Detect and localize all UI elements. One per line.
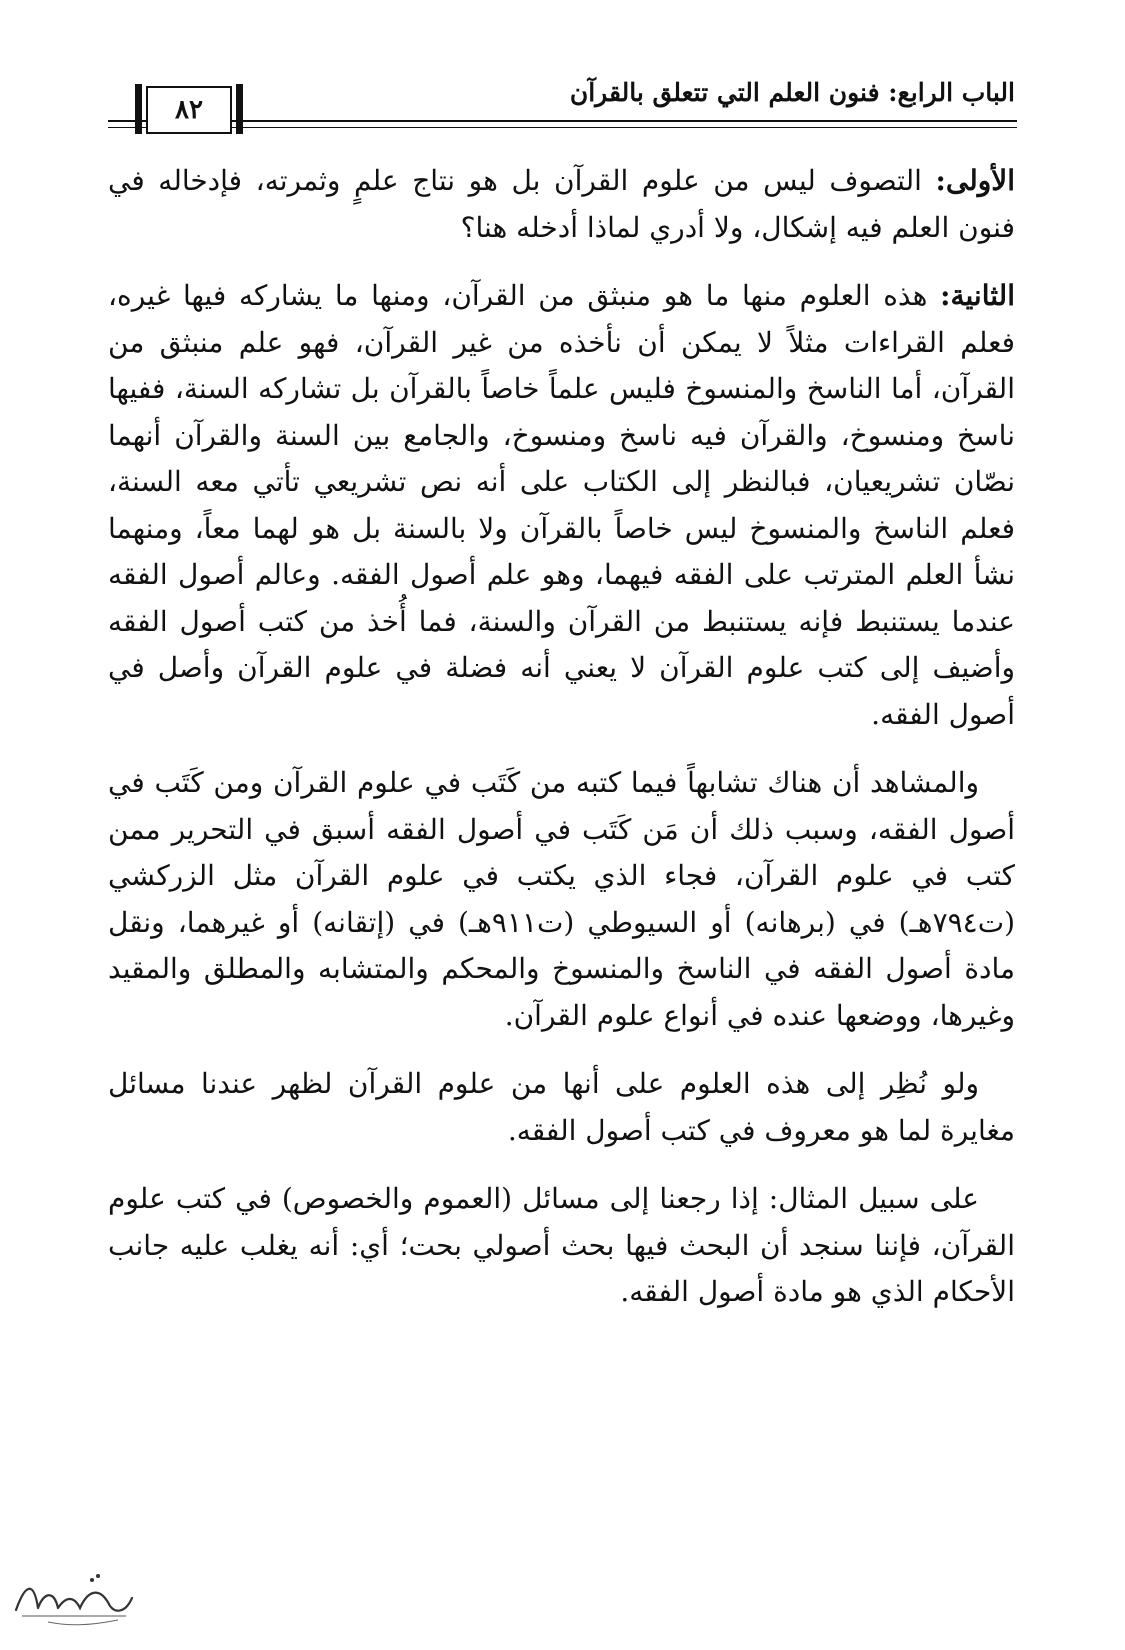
paragraph-lead: الثانية: bbox=[940, 279, 1015, 312]
paragraph-text: التصوف ليس من علوم القرآن بل هو نتاج علمٍ وثمرته، فإدخاله في فنون العلم فيه إشكال، ولا أدري لماذا أدخله هنا؟ bbox=[108, 164, 1015, 244]
paragraph-text: هذه العلوم منها ما هو منبثق من القرآن، ومنها ما يشاركه فيها غيره، فعلم القراءات مثلاً لا يمكن أن نأخذه من غير القرآن، فهو علم منبثق من القرآن، أما الناسخ والمنسوخ فليس علماً خاصاً بالقرآن بل تشاركه السنة، ففيها ناسخ ومنسوخ، والقرآن فيه ناسخ ومنسوخ، والجامع بين السنة والقرآن أنهما نصّان تشريعيان، فبالنظر إلى الكتاب على أنه نص تشريعي تأتي معه السنة، فعلم الناسخ والمنسوخ ليس خاصاً بالقرآن ولا بالسنة بل هو لهما معاً، ومنهما نشأ العلم المترتب على الفقه فيهما، وهو علم أصول الفقه. وعالم أصول الفقه عندما يستنبط فإنه يستنبط من القرآن والسنة، فما أُخذ من كتب أصول الفقه وأضيف إلى كتب علوم القرآن لا يعني أنه فضلة في علوم القرآن وأصل في أصول الفقه. bbox=[108, 279, 1015, 731]
page-number bbox=[146, 86, 232, 134]
paragraph-4 bbox=[108, 1061, 1015, 1154]
paragraph-5 bbox=[108, 1176, 1015, 1316]
header-rule-thick bbox=[108, 120, 1017, 122]
page-body bbox=[108, 158, 1015, 1338]
header-rule-thin bbox=[108, 127, 1017, 128]
paragraph-text: والمشاهد أن هناك تشابهاً فيما كتبه من كَتَب في علوم القرآن ومن كَتَب في أصول الفقه، وسبب ذلك أن مَن كَتَب في أصول الفقه أسبق في التحرير ممن كتب في علوم القرآن، فجاء الذي يكتب في علوم القرآن مثل الزركشي (ت٧٩٤هـ) في (برهانه) أو السيوطي (ت٩١١هـ) في (إتقانه) أو غيرهما، ونقل مادة أصول الفقه في الناسخ والمنسوخ والمحكم والمتشابه والمطلق والمقيد وغيرها، ووضعها عنده في أنواع علوم القرآن. bbox=[108, 766, 1015, 1032]
running-title: الباب الرابع: فنون العلم التي تتعلق بالقرآن bbox=[569, 78, 1015, 107]
paragraph-lead: الأولى: bbox=[935, 164, 1015, 197]
paragraph-1 bbox=[108, 158, 1015, 251]
paragraph-text: ولو نُظِر إلى هذه العلوم على أنها من علوم القرآن لظهر عندنا مسائل مغايرة لما هو معروف في كتب أصول الفقه. bbox=[108, 1067, 1015, 1147]
page-number-text: ٨٢ bbox=[175, 95, 203, 125]
publisher-logo-icon bbox=[8, 1562, 138, 1632]
paragraph-2 bbox=[108, 273, 1015, 738]
paragraph-text: على سبيل المثال: إذا رجعنا إلى مسائل (العموم والخصوص) في كتب علوم القرآن، فإننا سنجد أن البحث فيها بحث أصولي بحت؛ أي: أنه يغلب عليه جانب الأحكام الذي هو مادة أصول الفقه. bbox=[108, 1182, 1015, 1308]
paragraph-3 bbox=[108, 760, 1015, 1039]
